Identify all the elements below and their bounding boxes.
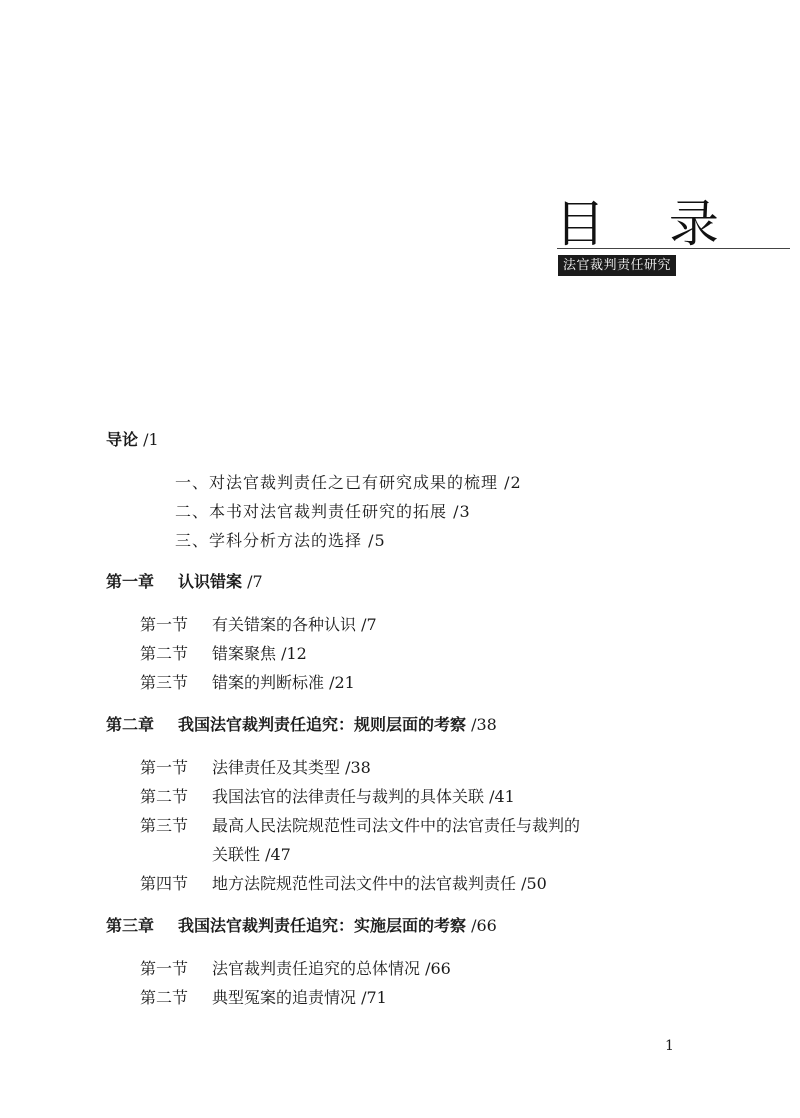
- section-label: 第四节: [140, 874, 189, 893]
- chapter-label: 第三章: [106, 916, 155, 935]
- section-title: 错案的判断标准: [212, 673, 325, 692]
- toc-intro: [106, 429, 159, 451]
- section-label: 第二节: [140, 787, 189, 806]
- section-title: 典型冤案的追责情况: [212, 988, 357, 1007]
- section-page: /12: [276, 644, 307, 663]
- page-number: 1: [665, 1038, 674, 1054]
- section-label: 第三节: [140, 673, 189, 692]
- section-label: 第二节: [140, 644, 189, 663]
- toc-chapter: [106, 714, 497, 736]
- toc-section: [140, 672, 355, 694]
- toc-item-text: 一、对法官裁判责任之已有研究成果的梳理: [175, 473, 499, 492]
- chapter-label: 第一章: [106, 572, 155, 591]
- section-page: /7: [356, 615, 377, 634]
- section-page: /66: [420, 959, 451, 978]
- toc-item-text: 三、学科分析方法的选择: [175, 531, 363, 550]
- section-page: /41: [484, 787, 515, 806]
- book-title-badge: 法官裁判责任研究: [558, 255, 676, 276]
- section-page: /71: [356, 988, 387, 1007]
- toc-section: [140, 614, 377, 636]
- section-label: 第二节: [140, 988, 189, 1007]
- title-rule: [557, 248, 790, 249]
- toc-section: [140, 643, 307, 665]
- toc-chapter: [106, 915, 497, 937]
- toc-section-continuation: [212, 844, 291, 866]
- section-title: 法律责任及其类型: [212, 758, 341, 777]
- section-label: 第一节: [140, 758, 189, 777]
- section-title: 有关错案的各种认识: [212, 615, 357, 634]
- section-page: /21: [324, 673, 355, 692]
- toc-intro-item: [175, 530, 386, 552]
- section-title: 我国法官的法律责任与裁判的具体关联: [212, 787, 485, 806]
- toc-item-page: /2: [498, 473, 522, 492]
- section-page: /38: [340, 758, 371, 777]
- section-label: 第三节: [140, 816, 189, 835]
- section-title: 错案聚焦: [212, 644, 277, 663]
- toc-section: [140, 958, 451, 980]
- section-title: 最高人民法院规范性司法文件中的法官责任与裁判的: [212, 816, 581, 835]
- chapter-page: /66: [466, 916, 497, 935]
- chapter-title: 我国法官裁判责任追究：实施层面的考察: [178, 916, 467, 935]
- section-title: 法官裁判责任追究的总体情况: [212, 959, 421, 978]
- toc-chapter: [106, 571, 263, 593]
- toc-section: [140, 786, 515, 808]
- toc-intro-title: 导论: [106, 430, 139, 449]
- section-label: 第一节: [140, 959, 189, 978]
- chapter-page: /38: [466, 715, 497, 734]
- chapter-title: 我国法官裁判责任追究：规则层面的考察: [178, 715, 467, 734]
- page-title: 目 录: [555, 195, 743, 253]
- chapter-title: 认识错案: [178, 572, 243, 591]
- section-page: /50: [516, 874, 547, 893]
- toc-item-page: /3: [447, 502, 471, 521]
- chapter-page: /7: [242, 572, 263, 591]
- section-title: 地方法院规范性司法文件中的法官裁判责任: [212, 874, 517, 893]
- toc-section: [140, 815, 580, 837]
- chapter-label: 第二章: [106, 715, 155, 734]
- toc-intro-item: [175, 472, 522, 494]
- toc-section: [140, 987, 387, 1009]
- toc-intro-page: /1: [138, 430, 159, 449]
- toc-item-text: 二、本书对法官裁判责任研究的拓展: [175, 502, 448, 521]
- toc-item-page: /5: [362, 531, 386, 550]
- section-page: /47: [260, 845, 291, 864]
- toc-intro-item: [175, 501, 471, 523]
- toc-section: [140, 757, 371, 779]
- section-title-cont: 关联性: [212, 845, 261, 864]
- section-label: 第一节: [140, 615, 189, 634]
- toc-section: [140, 873, 547, 895]
